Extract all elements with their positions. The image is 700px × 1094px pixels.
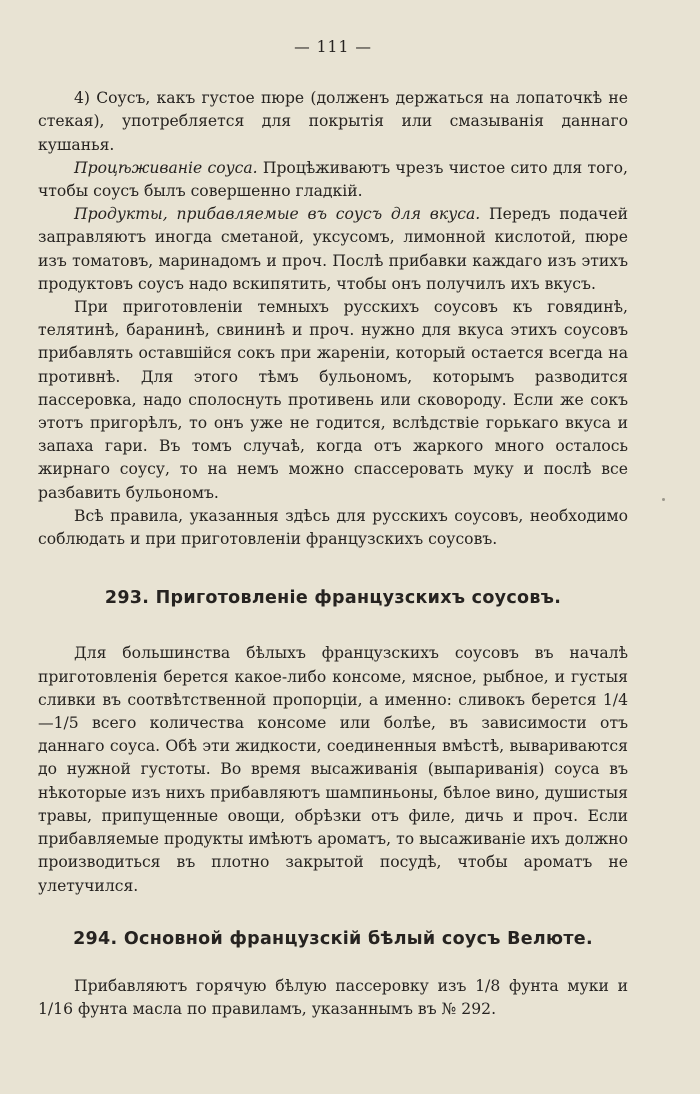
paragraph [38, 975, 628, 1021]
paper-speck [662, 498, 665, 501]
fraction: 1/4 [602, 690, 628, 709]
paragraph [38, 642, 628, 897]
paragraph: При приготовленіи темныхъ русскихъ соусовъ къ говядинѣ, телятинѣ, баранинѣ, свининѣ и проч. нужно для вкуса этихъ соусовъ прибавлять оставшійся сокъ при жареніи, который остается всегда на противнѣ. Для этого тѣмъ бульономъ, которымъ разводится пассеровка, надо сполоснуть противень или сковороду. Если же сокъ этотъ пригорѣлъ, то онъ уже не годится, вслѣдствіе горькаго вкуса и запаха гари. Въ томъ случаѣ, когда отъ жаркого много осталось жирнаго соусу, то на немъ можно спассеровать муку и послѣ все разбавить бульономъ. [38, 298, 628, 502]
section-heading-293: 293. Приготовленіе французскихъ соусовъ. [104, 588, 562, 609]
paragraph: Всѣ правила, указанныя здѣсь для русскихъ соусовъ, необходимо соблюдать и при приготовленіи французскихъ соусовъ. [38, 506, 628, 549]
paragraph: 4) Соусъ, какъ густое пюре (долженъ держаться на лопаточкѣ не стекая), употребляется для покрытія или смазыванія даннаго кушанья. [38, 89, 628, 154]
italic-lead: Процѣживаніе соуса. [74, 158, 258, 177]
paragraph-text: фунта муки и [500, 976, 628, 995]
section-heading-294: 294. Основной французскій бѣлый соусъ Велюте. [73, 928, 593, 949]
paragraph-text: Процѣживаютъ чрезъ чистое сито для того, чтобы соусъ былъ совершенно гладкій. [38, 158, 628, 201]
page-number: — 111 — [294, 38, 372, 56]
fraction: 1/16 [38, 1000, 74, 1019]
italic-lead: Продукты, прибавляемые въ соусъ для вкуса. [74, 205, 481, 224]
paragraph-text: Передъ подачей заправляютъ иногда сметаной, уксусомъ, лимонной кислотой, пюре изъ томатовъ, маринадомъ и проч. Послѣ прибавки каждаго изъ этихъ продуктовъ соусъ надо вскипятить, чтобы онъ получилъ ихъ вкусъ. [38, 205, 628, 293]
paragraph [38, 203, 628, 296]
paragraph-text: Прибавляютъ горячую бѣлую пассеровку изъ [74, 976, 476, 995]
paragraph-text: Для большинства бѣлыхъ французскихъ соусовъ въ началѣ приготовленія берется какое-либо консоме, мясное, рыбное, и густыя сливки въ соотвѣтственной пропорціи, а именно: сливокъ берется [38, 644, 628, 709]
paragraph [38, 157, 628, 203]
dash: — [38, 714, 54, 733]
paragraph-text: фунта масла по правиламъ, указаннымъ въ № 292. [73, 1000, 497, 1019]
paragraph-text: всего количества консоме или болѣе, въ зависимости отъ даннаго соуса. Обѣ эти жидкости, соединенныя вмѣстѣ, вывариваются до нужной густоты. Во время высаживанія (выпариванія) соуса въ нѣкоторые изъ нихъ прибавляютъ шампиньоны, бѣлое вино, душистыя травы, припущенные овощи, обрѣзки отъ филе, дичь и проч. Если прибавляемые продукты имѣютъ ароматъ, то высаживаніе ихъ должно производиться въ плотно закрытой посудѣ, чтобы ароматъ не улетучился. [38, 714, 628, 895]
page [38, 36, 628, 1021]
fraction: 1/5 [53, 714, 79, 733]
fraction: 1/8 [475, 976, 501, 995]
